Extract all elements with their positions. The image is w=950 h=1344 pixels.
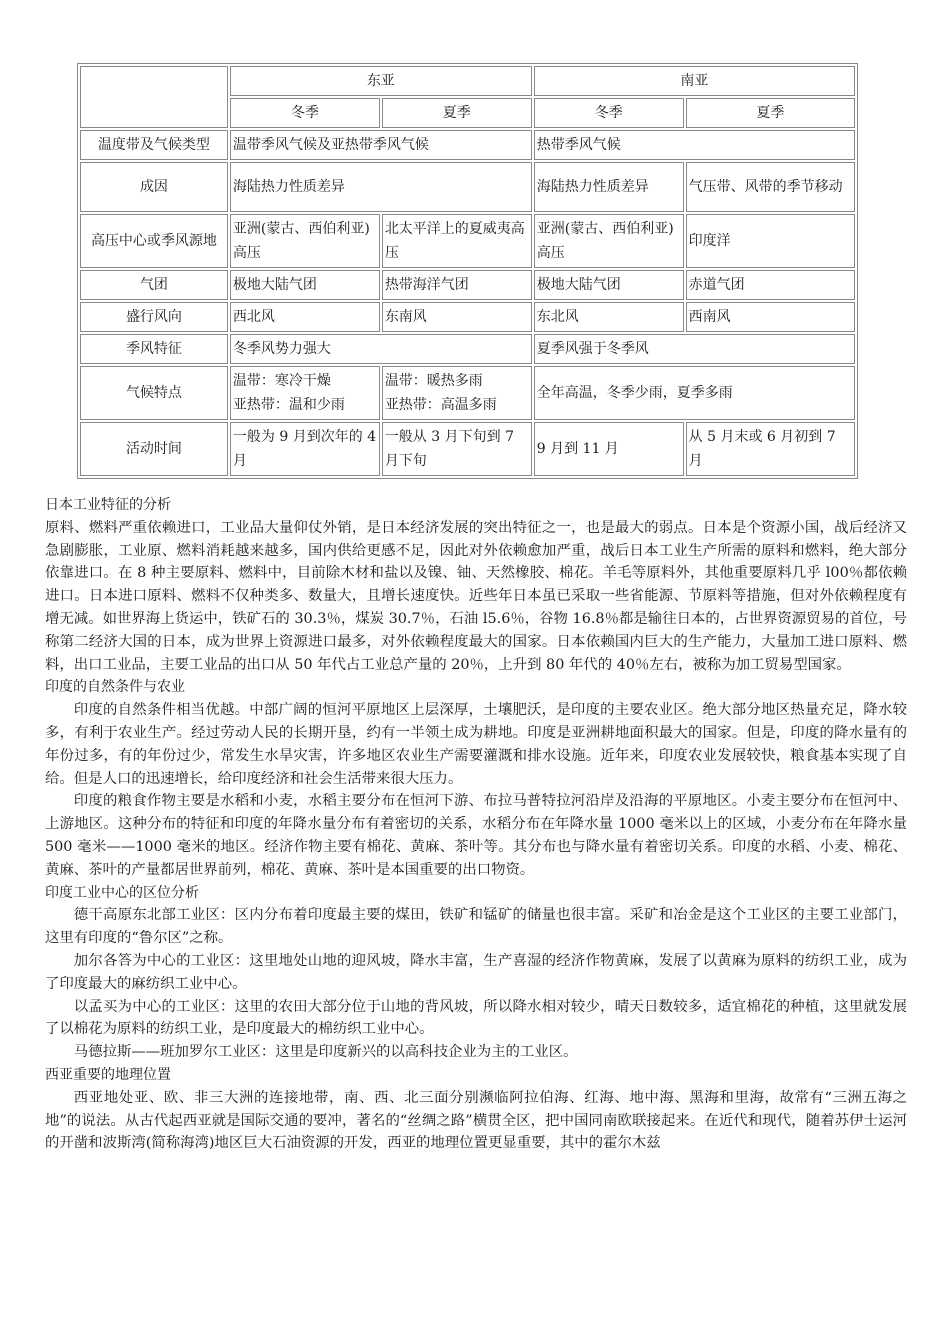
table-row <box>80 270 855 300</box>
region-header-south-asia: 南亚 <box>534 66 855 96</box>
row-label: 盛行风向 <box>80 302 228 332</box>
table-cell: 气压带、风带的季节移动 <box>686 162 855 212</box>
row-label: 成因 <box>80 162 228 212</box>
table-cell: 热带季风气候 <box>534 130 855 160</box>
row-label: 气团 <box>80 270 228 300</box>
table-cell: 亚洲(蒙古、西伯利亚)高压 <box>534 214 684 268</box>
table-cell: 极地大陆气团 <box>534 270 684 300</box>
paragraph: 印度的粮食作物主要是水稻和小麦，水稻主要分布在恒河下游、布拉马普特拉河沿岸及沿海的平原地区。小麦主要分布在恒河中、上游地区。这种分布的特征和印度的年降水量分布有着密切的关系，水稻分布在年降水量 1000 毫米以上的区域，小麦分布在年降水量 500 毫米——1000 毫米的地区。经济作物主要有棉花、黄麻、茶叶等。其分布也与降水量有着密切关系。印度的水稻、小麦、棉花、黄麻、茶叶的产量都居世界前列，棉花、黄麻、茶叶是本国重要的出口物资。 <box>45 793 907 878</box>
table-cell: 印度洋 <box>686 214 855 268</box>
table-cell: 9 月到 11 月 <box>534 422 684 476</box>
row-label: 高压中心或季风源地 <box>80 214 228 268</box>
table-cell: 海陆热力性质差异 <box>534 162 684 212</box>
table-cell: 温带季风气候及亚热带季风气候 <box>230 130 532 160</box>
table-cell: 东北风 <box>534 302 684 332</box>
section-heading-india-industry: 印度工业中心的区位分析 <box>45 884 199 901</box>
cell-line: 亚热带：温和少雨 <box>232 397 345 413</box>
paragraph: 印度的自然条件相当优越。中部广阔的恒河平原地区上层深厚，土壤肥沃，是印度的主要农业区。绝大部分地区热量充足，降水较多，有利于农业生产。经过劳动人民的长期开垦，约有一半领土成为耕地。印度是亚洲耕地面积最大的国家。但是，印度的降水量有的年份过多，有的年份过少，常发生水旱灾害，许多地区农业生产需要灌溉和排水设施。近年来，印度农业发展较快，粮食基本实现了自给。但是人口的迅速增长，给印度经济和社会生活带来很大压力。 <box>45 702 907 787</box>
table-row <box>80 162 855 212</box>
document-body <box>45 494 907 1155</box>
cell-line: 温带：暖热多雨 <box>384 373 483 389</box>
row-label: 温度带及气候类型 <box>80 130 228 160</box>
table-cell: 冬季风势力强大 <box>230 334 532 364</box>
table-row <box>80 214 855 268</box>
table-header-row <box>80 66 855 96</box>
season-header: 冬季 <box>230 98 380 128</box>
section-heading-india-agriculture: 印度的自然条件与农业 <box>45 679 185 696</box>
paragraph: 原料、燃料严重依赖进口，工业品大量仰仗外销，是日本经济发展的突出特征之一，也是最大的弱点。日本是个资源小国，战后经济又急剧膨胀，工业原、燃料消耗越来越多，国内供给更感不足，因此对外依赖愈加严重，战后日本工业生产所需的原料和燃料，绝大部分依靠进口。在 8 种主要原料、燃料中，目前除木材和盐以及镍、铀、天然橡胶、棉花。羊毛等原料外，其他重要原料几乎 l00％都依赖进口。日本进口原料、燃料不仅种类多、数量大，且增长速度快。近些年日本虽已采取一些省能源、节原料等措施，但对外依赖程度有增无减。如世界海上货运中，铁矿石的 30.3％，煤炭 30.7％，石油 l5.6％，谷物 16.8％都是输往日本的，占世界资源贸易的首位，号称第二经济大国的日本，成为世界上资源进口最多，对外依赖程度最大的国家。日本依赖国内巨大的生产能力，大量加工进口原料、燃料，出口工业品，主要工业品的出口从 50 年代占工业总产量的 20％，上升到 80 年代的 40％左右，被称为加工贸易型国家。 <box>45 519 907 673</box>
cell-line: 温带：寒冷干燥 <box>232 373 331 389</box>
season-header: 冬季 <box>534 98 684 128</box>
region-header-east-asia: 东亚 <box>230 66 532 96</box>
table-cell: 全年高温，冬季少雨，夏季多雨 <box>534 366 855 420</box>
table-row <box>80 302 855 332</box>
paragraph: 西亚地处亚、欧、非三大洲的连接地带，南、西、北三面分别濒临阿拉伯海、红海、地中海、黑海和里海，故常有“三洲五海之地”的说法。从古代起西亚就是国际交通的要冲，著名的“丝绸之路”横贯全区，把中国同南欧联接起来。在近代和现代，随着苏伊士运河的开凿和波斯湾(简称海湾)地区巨大石油资源的开发，西亚的地理位置更显重要，其中的霍尔木兹 <box>45 1089 907 1152</box>
table-cell: 赤道气团 <box>686 270 855 300</box>
paragraph: 德干高原东北部工业区：区内分布着印度最主要的煤田，铁矿和锰矿的储量也很丰富。采矿和冶金是这个工业区的主要工业部门，这里有印度的“鲁尔区”之称。 <box>45 907 907 947</box>
table-cell: 海陆热力性质差异 <box>230 162 532 212</box>
table-cell: 从 5 月末或 6 月初到 7 月 <box>686 422 855 476</box>
table-corner-cell <box>80 66 228 128</box>
table-cell: 西南风 <box>686 302 855 332</box>
table-cell: 亚洲(蒙古、西伯利亚)高压 <box>230 214 380 268</box>
season-header: 夏季 <box>382 98 532 128</box>
paragraph: 马德拉斯——班加罗尔工业区：这里是印度新兴的以高科技企业为主的工业区。 <box>73 1044 578 1061</box>
row-label: 季风特征 <box>80 334 228 364</box>
table-row <box>80 130 855 160</box>
paragraph: 加尔各答为中心的工业区：这里地处山地的迎风坡，降水丰富，生产喜湿的经济作物黄麻，发展了以黄麻为原料的纺织工业，成为了印度最大的麻纺织工业中心。 <box>45 952 907 992</box>
table-cell <box>230 366 380 420</box>
table-cell: 夏季风强于冬季风 <box>534 334 855 364</box>
table-cell: 一般为 9 月到次年的 4 月 <box>230 422 380 476</box>
table-cell: 一般从 3 月下旬到 7 月下旬 <box>382 422 532 476</box>
section-heading-japan-industry: 日本工业特征的分析 <box>45 497 171 513</box>
row-label: 气候特点 <box>80 366 228 420</box>
table-cell: 极地大陆气团 <box>230 270 380 300</box>
table-row <box>80 422 855 476</box>
table-row <box>80 366 855 420</box>
paragraph: 以孟买为中心的工业区：这里的农田大部分位于山地的背风坡，所以降水相对较少，晴天日数较多，适宜棉花的种植，这里就发展了以棉花为原料的纺织工业，是印度最大的棉纺织工业中心。 <box>45 998 907 1038</box>
row-label: 活动时间 <box>80 422 228 476</box>
section-heading-west-asia: 西亚重要的地理位置 <box>45 1066 171 1083</box>
table-cell <box>382 366 532 420</box>
cell-line: 亚热带：高温多雨 <box>384 397 497 413</box>
table-cell: 热带海洋气团 <box>382 270 532 300</box>
season-header: 夏季 <box>686 98 855 128</box>
table-cell: 北太平洋上的夏威夷高压 <box>382 214 532 268</box>
table-cell: 东南风 <box>382 302 532 332</box>
table-cell: 西北风 <box>230 302 380 332</box>
table-row <box>80 334 855 364</box>
monsoon-comparison-table <box>77 63 858 479</box>
